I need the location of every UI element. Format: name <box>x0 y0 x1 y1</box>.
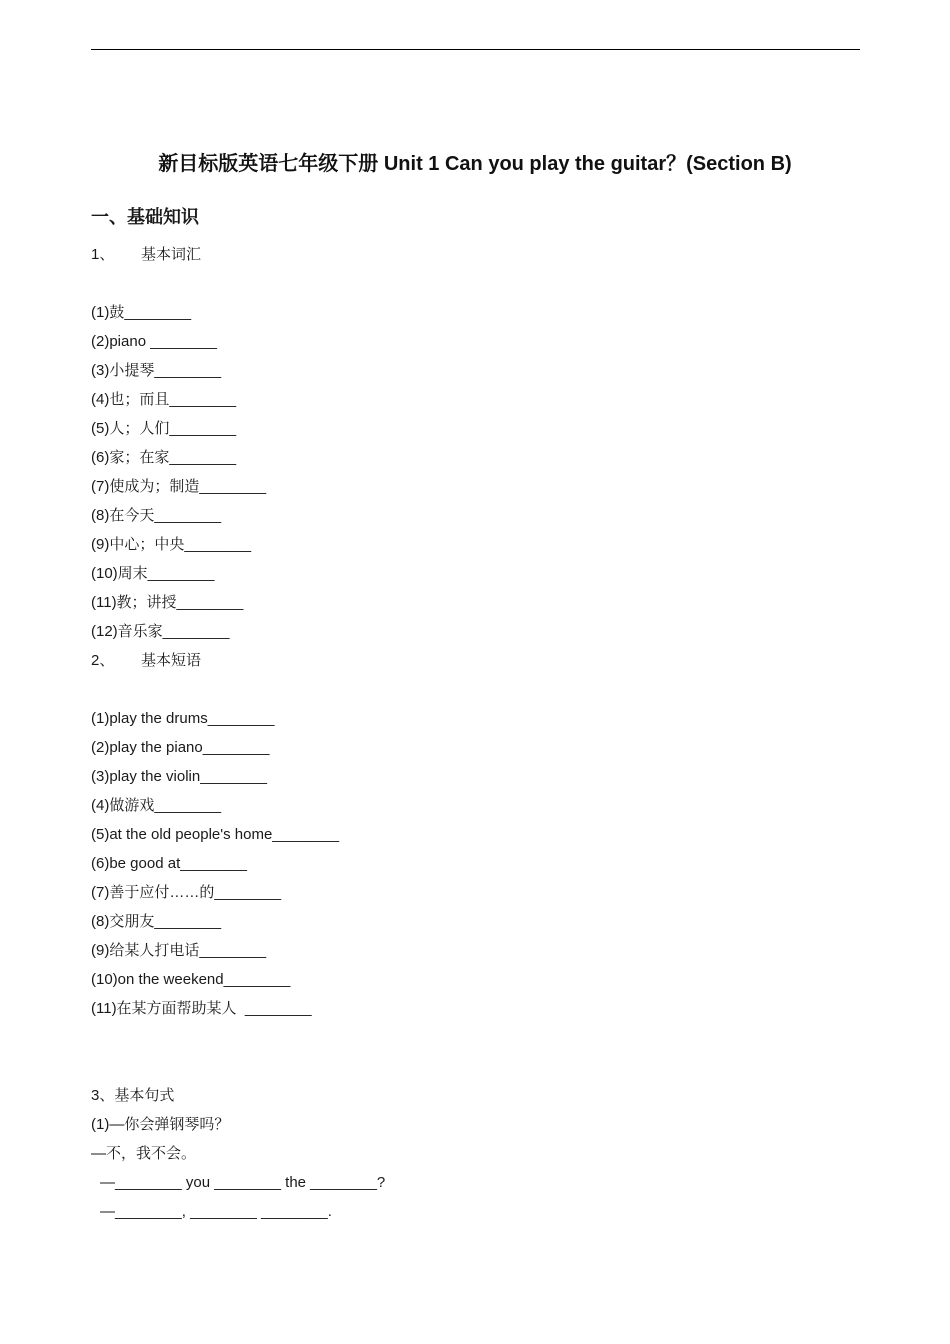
part1-number: 1、 <box>91 246 115 263</box>
phrase-item: (10)on the weekend________ <box>91 971 291 988</box>
page-title: 新目标版英语七年级下册 Unit 1 Can you play the guitar？(Section B) <box>158 153 792 175</box>
phrase-item: (2)play the piano________ <box>91 739 270 756</box>
spacer <box>91 269 860 298</box>
part2-number: 2、 <box>91 652 115 669</box>
vocab-item: (6)家；在家________ <box>91 449 237 466</box>
vocab-item: (5)人；人们________ <box>91 420 237 437</box>
phrase-item: (6)be good at________ <box>91 855 247 872</box>
sentence-item: —________, ________ ________. <box>100 1203 332 1220</box>
sentence-item: (1)—你会弹钢琴吗？ <box>91 1116 230 1133</box>
part1-heading <box>91 240 860 269</box>
phrase-item: (8)交朋友________ <box>91 913 222 930</box>
phrase-item: (7)善于应付……的________ <box>91 884 282 901</box>
part1-label: 基本词汇 <box>141 246 202 263</box>
phrase-item: (9)给某人打电话________ <box>91 942 267 959</box>
vocab-item: (9)中心；中央________ <box>91 536 252 553</box>
phrase-item: (5)at the old people's home________ <box>91 826 340 843</box>
vocab-item: (1)鼓________ <box>91 304 192 321</box>
phrase-item: (4)做游戏________ <box>91 797 222 814</box>
part2-label: 基本短语 <box>141 652 202 669</box>
sentence-item: —________ you ________ the ________? <box>100 1174 386 1191</box>
vocab-item: (12)音乐家________ <box>91 623 230 640</box>
spacer <box>91 675 860 704</box>
phrase-item: (1)play the drums________ <box>91 710 275 727</box>
part2-heading <box>91 646 860 675</box>
sentence-item: —不，我不会。 <box>91 1145 197 1162</box>
part3-heading: 3、基本句式 <box>91 1087 175 1104</box>
section-heading: 一、基础知识 <box>91 207 199 227</box>
vocab-item: (3)小提琴________ <box>91 362 222 379</box>
vocab-item: (10)周末________ <box>91 565 215 582</box>
phrase-item: (11)在某方面帮助某人 ________ <box>91 1000 312 1017</box>
vocab-item: (8)在今天________ <box>91 507 222 524</box>
phrase-item: (3)play the violin________ <box>91 768 267 785</box>
spacer <box>91 1023 860 1081</box>
vocab-item: (7)使成为；制造________ <box>91 478 267 495</box>
header-rule <box>91 49 860 50</box>
worksheet-body <box>91 203 860 1226</box>
vocab-item: (11)教；讲授________ <box>91 594 244 611</box>
vocab-item: (2)piano ________ <box>91 333 217 350</box>
vocab-item: (4)也；而且________ <box>91 391 237 408</box>
